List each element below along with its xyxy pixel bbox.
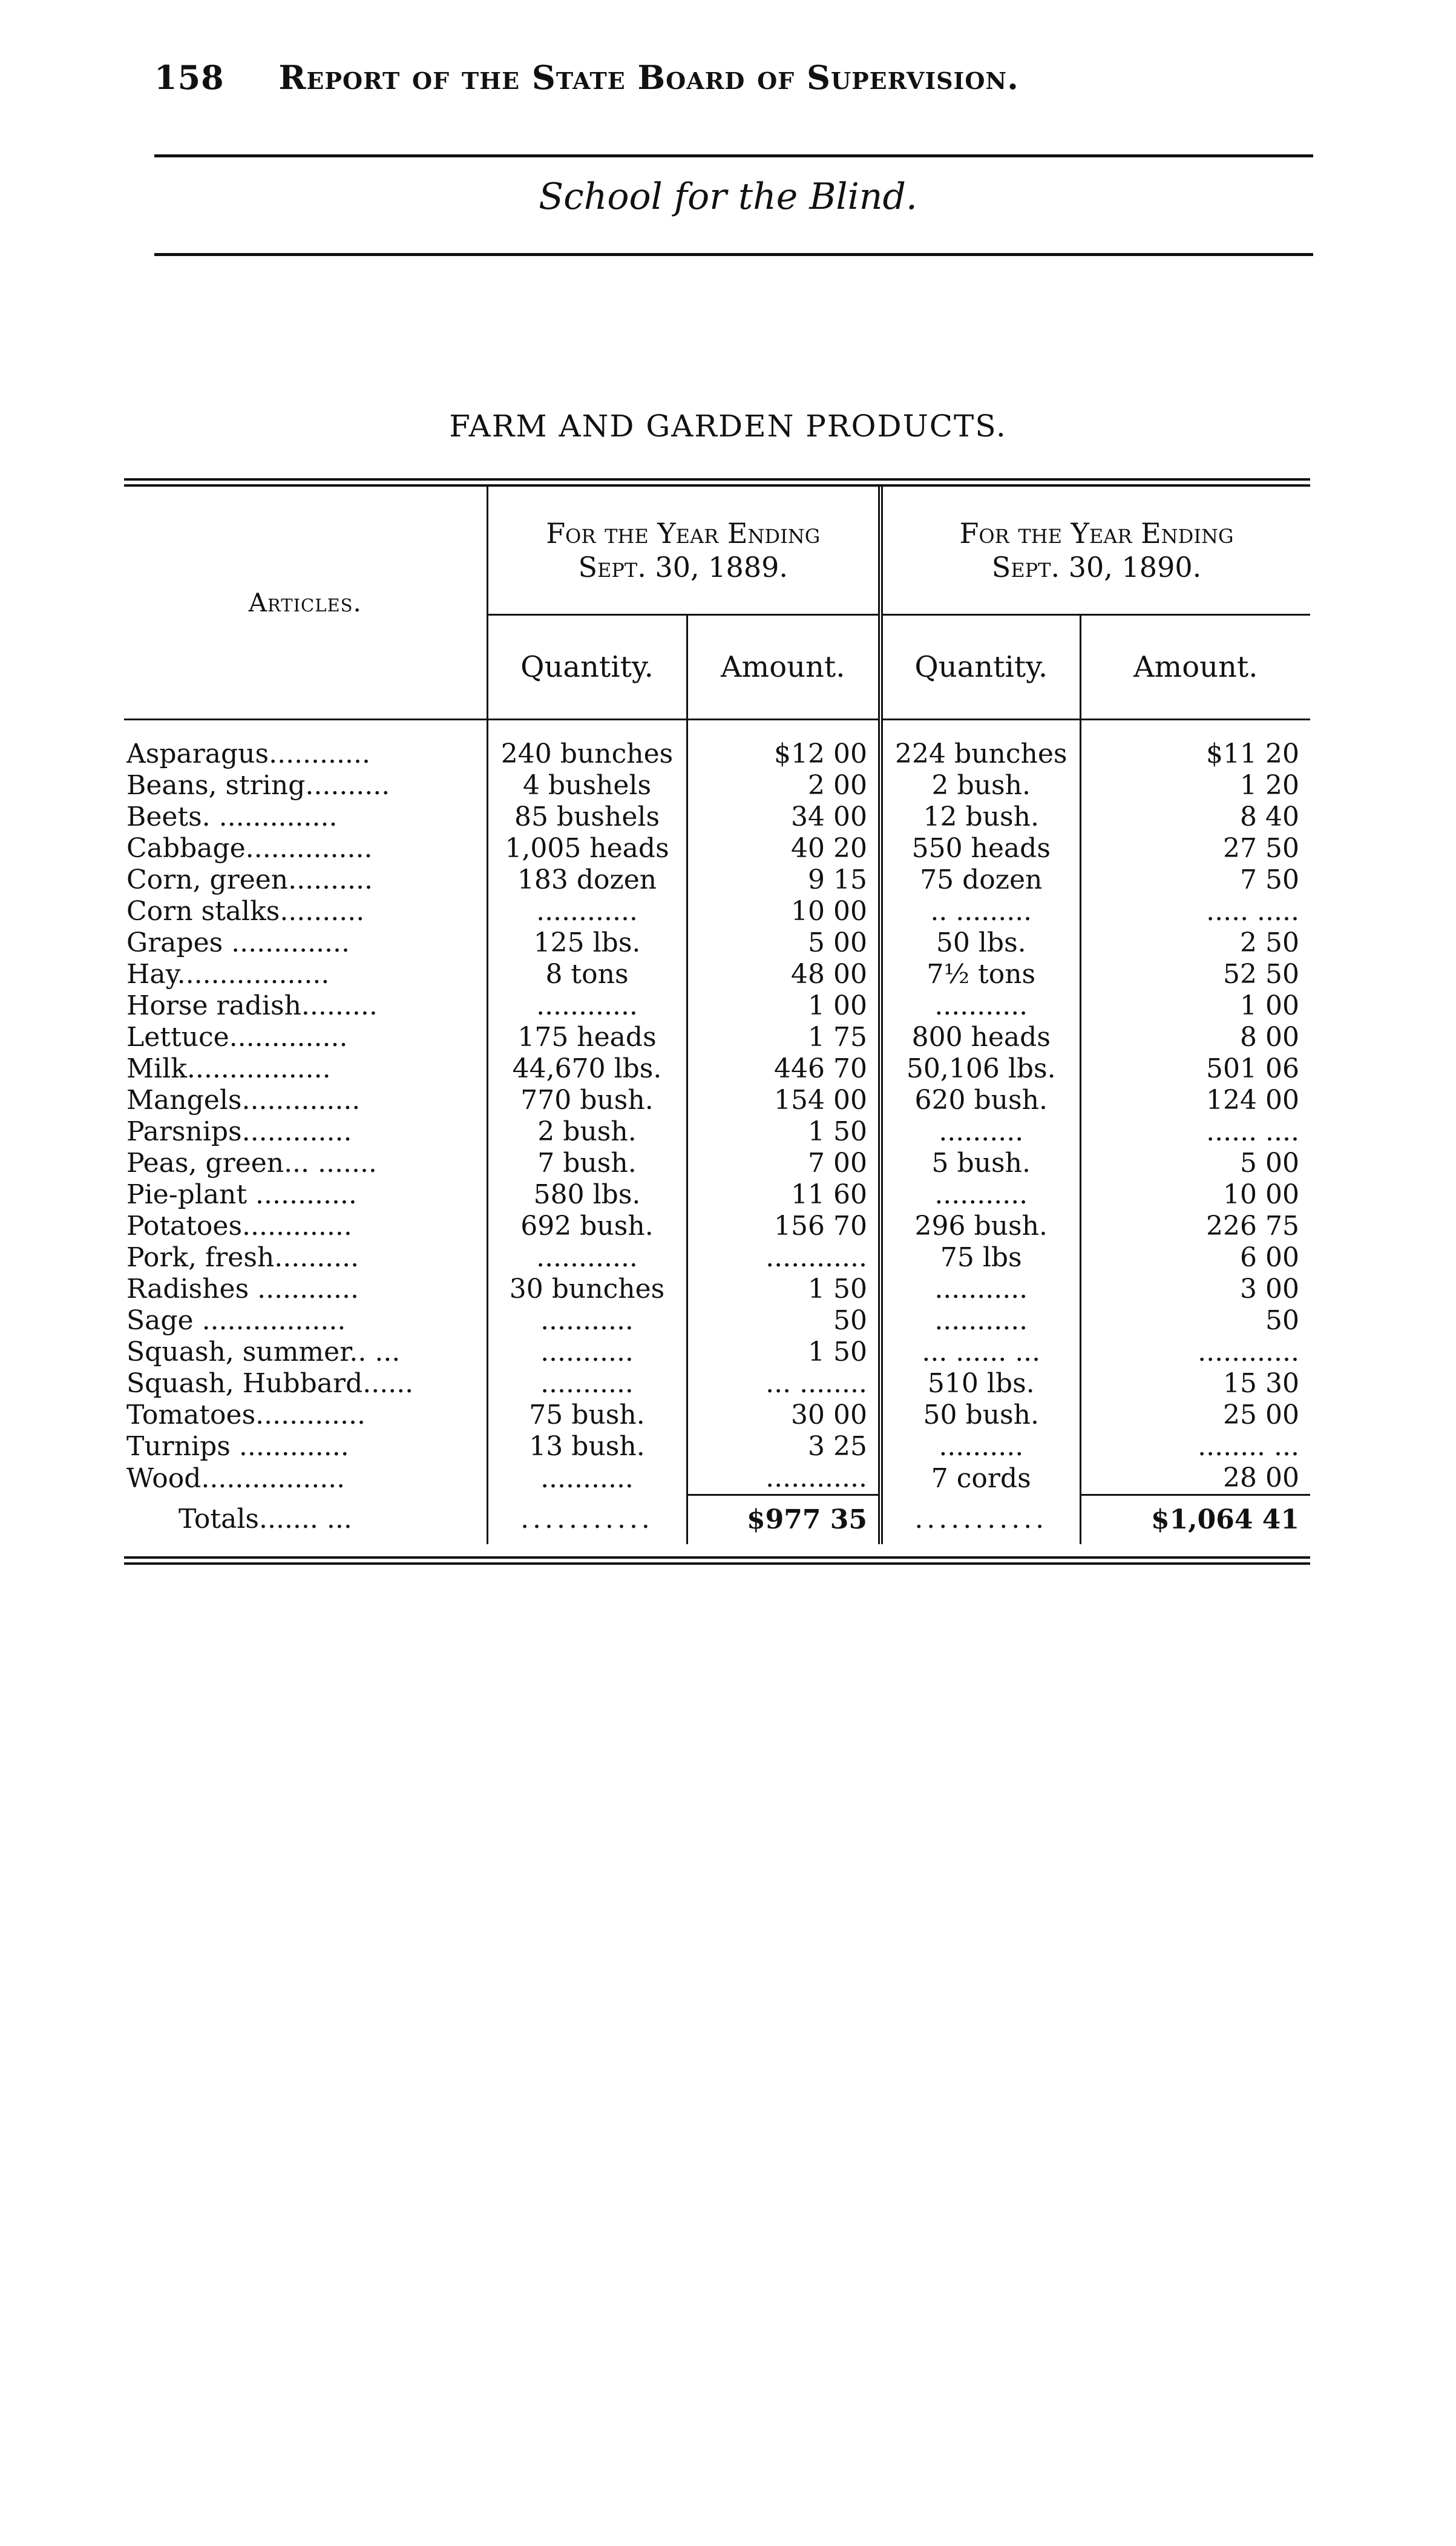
quantity-1889-cell: 770 bush.: [487, 1085, 687, 1116]
amount-1890-cell: 50: [1080, 1305, 1310, 1337]
amount-1890-cell: 501 06: [1080, 1053, 1310, 1085]
amount-1889-cell: 156 70: [687, 1211, 880, 1242]
quantity-1889-cell: 85 bushels: [487, 801, 687, 833]
table-row: [124, 1274, 1310, 1305]
quantity-1889-cell: 183 dozen: [487, 864, 687, 896]
table-row: [124, 1368, 1310, 1400]
year-1890-line1: For the Year Ending: [959, 517, 1234, 550]
amount-1890-cell: 1 00: [1080, 990, 1310, 1022]
article-cell: Asparagus............: [126, 738, 370, 769]
table-row: [124, 1211, 1310, 1242]
quantity-1889-cell: 240 bunches: [487, 738, 687, 770]
amount-1889-cell: 50: [687, 1305, 880, 1337]
amount-1890-cell: 1 20: [1080, 770, 1310, 801]
articles-header: Articles.: [248, 588, 362, 617]
amount-1889-cell: ............: [687, 1462, 880, 1495]
quantity-1890-cell: 5 bush.: [880, 1148, 1080, 1179]
amount-1890-header: Amount.: [1080, 615, 1310, 720]
quantity-1890-cell: 75 lbs: [880, 1242, 1080, 1274]
totals-section: [124, 1495, 1310, 1545]
table-row: [124, 1242, 1310, 1274]
section-title: FARM AND GARDEN PRODUCTS.: [449, 409, 1007, 444]
amount-1890-cell: 28 00: [1080, 1462, 1310, 1495]
quantity-1889-cell: 175 heads: [487, 1022, 687, 1053]
amount-1890-cell: ........ ...: [1080, 1431, 1310, 1462]
table-top-rule: [124, 478, 1310, 487]
amount-1890-cell: 5 00: [1080, 1148, 1310, 1179]
amount-1890-cell: 8 40: [1080, 801, 1310, 833]
quantity-1889-cell: 4 bushels: [487, 770, 687, 801]
amount-1890-cell: $11 20: [1080, 738, 1310, 770]
article-cell: Turnips .............: [126, 1431, 349, 1462]
amount-1890-cell: 10 00: [1080, 1179, 1310, 1211]
quantity-1890-cell: 800 heads: [880, 1022, 1080, 1053]
article-cell: Squash, summer.. ...: [126, 1337, 401, 1367]
article-cell: Squash, Hubbard......: [126, 1368, 414, 1399]
products-table: [124, 487, 1310, 1544]
table-row: [124, 990, 1310, 1022]
amount-1890-cell: ...... ....: [1080, 1116, 1310, 1148]
amount-1889-cell: 7 00: [687, 1148, 880, 1179]
products-table-wrap: [124, 478, 1310, 1565]
quantity-1890-cell: 12 bush.: [880, 801, 1080, 833]
quantity-1889-cell: 125 lbs.: [487, 927, 687, 959]
quantity-1889-cell: 580 lbs.: [487, 1179, 687, 1211]
amount-1889-cell: 34 00: [687, 801, 880, 833]
article-cell: Pie-plant ............: [126, 1179, 357, 1210]
table-row: [124, 1085, 1310, 1116]
quantity-1890-cell: ..........: [880, 1116, 1080, 1148]
amount-1889-cell: 30 00: [687, 1400, 880, 1431]
table-row: [124, 1179, 1310, 1211]
quantity-1889-header: Quantity.: [487, 615, 687, 720]
header-rule-top: [154, 154, 1313, 157]
amount-1889-cell: 1 75: [687, 1022, 880, 1053]
quantity-1890-cell: 7 cords: [880, 1462, 1080, 1495]
quantity-1890-header: Quantity.: [880, 615, 1080, 720]
header-rule-bottom: [154, 253, 1313, 256]
article-cell: Potatoes.............: [126, 1211, 352, 1242]
totals-label: Totals....... ...: [179, 1504, 352, 1535]
quantity-1889-cell: 8 tons: [487, 959, 687, 990]
amount-1889-cell: 11 60: [687, 1179, 880, 1211]
quantity-1890-cell: 50 bush.: [880, 1400, 1080, 1431]
article-cell: Wood.................: [126, 1462, 346, 1494]
quantity-1890-cell: 620 bush.: [880, 1085, 1080, 1116]
quantity-1889-cell: 30 bunches: [487, 1274, 687, 1305]
article-cell: Cabbage...............: [126, 833, 373, 864]
quantity-1890-cell: 224 bunches: [880, 738, 1080, 770]
amount-1889-cell: 1 00: [687, 990, 880, 1022]
quantity-1890-cell: ...........: [880, 1179, 1080, 1211]
quantity-1889-cell: ............: [487, 990, 687, 1022]
amount-1889-header: Amount.: [687, 615, 880, 720]
amount-1889-cell: 5 00: [687, 927, 880, 959]
article-cell: Mangels..............: [126, 1085, 361, 1116]
year-1889-header: [487, 487, 880, 615]
article-cell: Sage .................: [126, 1305, 346, 1336]
quantity-1889-cell: 7 bush.: [487, 1148, 687, 1179]
table-row: [124, 833, 1310, 864]
totals-quantity-1889: ...........: [487, 1495, 687, 1545]
amount-1889-cell: 48 00: [687, 959, 880, 990]
article-cell: Tomatoes.............: [126, 1400, 366, 1430]
amount-1889-cell: 446 70: [687, 1053, 880, 1085]
quantity-1890-cell: ..........: [880, 1431, 1080, 1462]
quantity-1890-cell: ...........: [880, 1274, 1080, 1305]
table-row: [124, 1337, 1310, 1368]
amount-1889-cell: 3 25: [687, 1431, 880, 1462]
table-row: [124, 1305, 1310, 1337]
table-row: [124, 1053, 1310, 1085]
quantity-1890-cell: 296 bush.: [880, 1211, 1080, 1242]
quantity-1889-cell: ............: [487, 1242, 687, 1274]
amount-1890-cell: 15 30: [1080, 1368, 1310, 1400]
totals-amount-1890: $1,064 41: [1080, 1495, 1310, 1545]
quantity-1890-cell: .. .........: [880, 896, 1080, 927]
table-row: [124, 738, 1310, 770]
article-cell: Grapes ..............: [126, 927, 350, 958]
quantity-1889-cell: 75 bush.: [487, 1400, 687, 1431]
amount-1889-cell: 1 50: [687, 1337, 880, 1368]
amount-1890-cell: 226 75: [1080, 1211, 1310, 1242]
quantity-1890-cell: 550 heads: [880, 833, 1080, 864]
articles-header-cell: [124, 487, 487, 720]
article-cell: Radishes ............: [126, 1274, 359, 1304]
amount-1889-cell: 10 00: [687, 896, 880, 927]
quantity-1889-cell: 1,005 heads: [487, 833, 687, 864]
quantity-1889-cell: ...........: [487, 1305, 687, 1337]
amount-1889-cell: ............: [687, 1242, 880, 1274]
table-row: [124, 770, 1310, 801]
table-row: [124, 1148, 1310, 1179]
quantity-1890-cell: 75 dozen: [880, 864, 1080, 896]
table-row: [124, 927, 1310, 959]
amount-1889-cell: 2 00: [687, 770, 880, 801]
amount-1889-cell: 1 50: [687, 1116, 880, 1148]
article-cell: Lettuce..............: [126, 1022, 348, 1053]
article-cell: Peas, green... .......: [126, 1148, 377, 1179]
table-row: [124, 1400, 1310, 1431]
table-row: [124, 1462, 1310, 1495]
amount-1890-cell: 25 00: [1080, 1400, 1310, 1431]
quantity-1889-cell: ...........: [487, 1337, 687, 1368]
article-cell: Beans, string..........: [126, 770, 390, 801]
page-subtitle: School for the Blind.: [539, 176, 917, 218]
amount-1889-cell: $12 00: [687, 738, 880, 770]
table-body: [124, 720, 1310, 1495]
totals-row: [124, 1495, 1310, 1545]
article-cell: Hay..................: [126, 959, 330, 990]
amount-1890-cell: 124 00: [1080, 1085, 1310, 1116]
article-cell: Horse radish.........: [126, 990, 378, 1021]
quantity-1890-cell: 2 bush.: [880, 770, 1080, 801]
quantity-1889-cell: 13 bush.: [487, 1431, 687, 1462]
amount-1890-cell: 6 00: [1080, 1242, 1310, 1274]
quantity-1889-cell: ...........: [487, 1462, 687, 1495]
amount-1890-cell: 3 00: [1080, 1274, 1310, 1305]
year-1889-line2: Sept. 30, 1889.: [578, 551, 788, 584]
quantity-1890-cell: ...........: [880, 990, 1080, 1022]
article-cell: Milk.................: [126, 1053, 331, 1084]
amount-1889-cell: 154 00: [687, 1085, 880, 1116]
year-1890-line2: Sept. 30, 1890.: [991, 551, 1202, 584]
article-cell: Parsnips.............: [126, 1116, 352, 1147]
table-row: [124, 1116, 1310, 1148]
quantity-1889-cell: ...........: [487, 1368, 687, 1400]
quantity-1889-cell: ............: [487, 896, 687, 927]
table-row: [124, 1431, 1310, 1462]
quantity-1890-cell: ... ...... ...: [880, 1337, 1080, 1368]
article-cell: Beets. ..............: [126, 801, 338, 832]
quantity-1890-cell: 7½ tons: [880, 959, 1080, 990]
amount-1890-cell: 8 00: [1080, 1022, 1310, 1053]
amount-1890-cell: ............: [1080, 1337, 1310, 1368]
quantity-1890-cell: 510 lbs.: [880, 1368, 1080, 1400]
amount-1890-cell: 27 50: [1080, 833, 1310, 864]
table-row: [124, 801, 1310, 833]
running-title: Report of the State Board of Supervision.: [278, 58, 1019, 97]
table-bottom-rule: [124, 1556, 1310, 1565]
page-number: 158: [154, 58, 225, 97]
amount-1889-cell: 1 50: [687, 1274, 880, 1305]
table-row: [124, 959, 1310, 990]
article-cell: Corn stalks..........: [126, 896, 365, 927]
running-head: [154, 58, 1304, 97]
quantity-1889-cell: 44,670 lbs.: [487, 1053, 687, 1085]
amount-1890-cell: 7 50: [1080, 864, 1310, 896]
amount-1890-cell: 52 50: [1080, 959, 1310, 990]
article-cell: Pork, fresh..........: [126, 1242, 359, 1273]
quantity-1889-cell: 692 bush.: [487, 1211, 687, 1242]
quantity-1889-cell: 2 bush.: [487, 1116, 687, 1148]
amount-1890-cell: 2 50: [1080, 927, 1310, 959]
quantity-1890-cell: 50,106 lbs.: [880, 1053, 1080, 1085]
amount-1889-cell: 40 20: [687, 833, 880, 864]
year-1890-header: [880, 487, 1310, 615]
quantity-1890-cell: ...........: [880, 1305, 1080, 1337]
article-cell: Corn, green..........: [126, 864, 373, 895]
amount-1889-cell: 9 15: [687, 864, 880, 896]
year-1889-line1: For the Year Ending: [546, 517, 821, 550]
amount-1889-cell: ... ........: [687, 1368, 880, 1400]
quantity-1890-cell: 50 lbs.: [880, 927, 1080, 959]
totals-quantity-1890: ...........: [880, 1495, 1080, 1545]
totals-amount-1889: $977 35: [687, 1495, 880, 1545]
amount-1890-cell: ..... .....: [1080, 896, 1310, 927]
table-row: [124, 896, 1310, 927]
table-row: [124, 864, 1310, 896]
table-row: [124, 1022, 1310, 1053]
